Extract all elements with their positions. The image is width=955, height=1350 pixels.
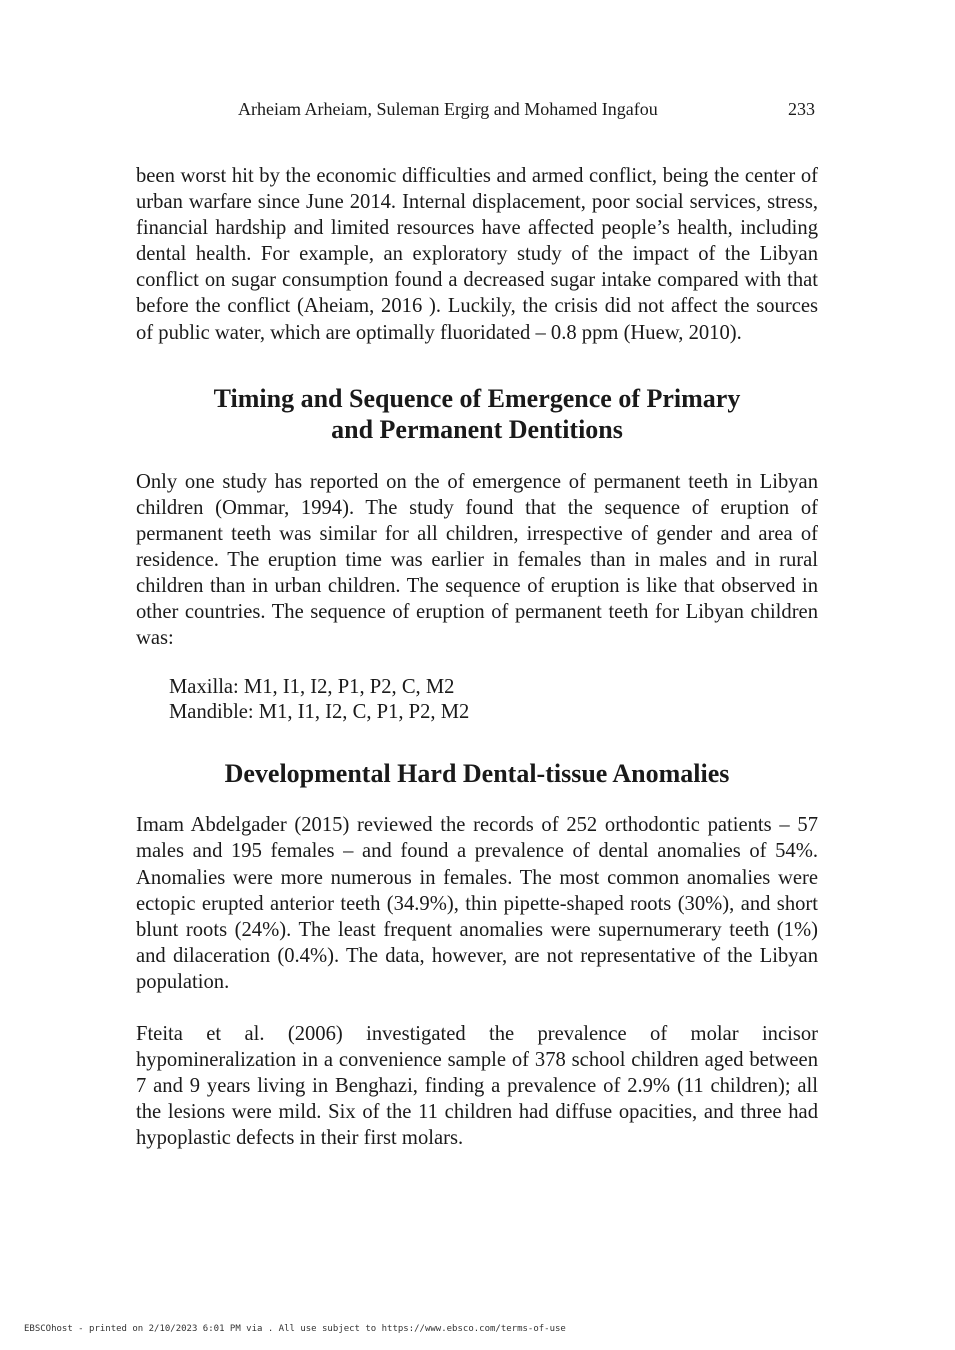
section-heading-timing (136, 383, 818, 445)
eruption-sequence-mandible: Mandible: M1, I1, I2, C, P1, P2, M2 (169, 701, 470, 724)
section-heading-timing-line2: and Permanent Dentitions (331, 414, 623, 444)
paragraph-intro: been worst hit by the economic difficulties and armed conflict, being the center of urban warfare since June 2014. Internal displacement, poor social services, stress, financial hardship and limited resources have affected people’s health, including dental health. For example, an exploratory study of the impact of the Libyan conflict on sugar consumption found a decreased sugar intake compared with that before the conflict (Aheiam, 2016 ). Luckily, the crisis did not affect the sources of public water, which are optimally fluoridated – 0.8 ppm (Huew, 2010). (136, 165, 818, 344)
paragraph-anomalies: Imam Abdelgader (2015) reviewed the records of 252 orthodontic patients – 57 males and 195 females – and found a prevalence of dental anomalies of 54%. Anomalies were more numerous in females. The most common anomalies were ectopic erupted anterior teeth (34.9%), thin pipette-shaped roots (30%), and short blunt roots (24%). The least frequent anomalies were supernumerary teeth (1%) and dilaceration (0.4%). The data, however, are not representative of the Libyan population. (136, 814, 818, 993)
paragraph-mih: Fteita et al. (2006) investigated the prevalence of molar incisor hypomineralization in a convenience sample of 378 school children aged between 7 and 9 years living in Benghazi, finding a prevalence of 2.9% (11 children); all the lesions were mild. Six of the 11 children had diffuse opacities, and three had hypoplastic defects in their first molars. (136, 1022, 818, 1150)
footer-print-note: EBSCOhost - printed on 2/10/2023 6:01 PM via . All use subject to https://www.ebsco.com/terms-of-use (24, 1324, 566, 1334)
running-head (0, 97, 955, 121)
section-heading-timing-line1: Timing and Sequence of Emergence of Primary (213, 383, 741, 413)
page-body (136, 163, 818, 1151)
running-head-authors: Arheiam Arheiam, Suleman Ergirg and Mohamed Ingafou (238, 99, 658, 119)
paragraph-emergence: Only one study has reported on the of emergence of permanent teeth in Libyan children (Ommar, 1994). The study found that the sequence of eruption of permanent teeth was similar for all children, irrespective of gender and area of residence. The eruption time was earlier in females than in males and in rural children than in urban children. The sequence of eruption is like that observed in other countries. The sequence of eruption of permanent teeth for Libyan children was: (136, 470, 818, 650)
eruption-sequence-list (169, 675, 818, 725)
section-heading-anomalies: Developmental Hard Dental-tissue Anomalies (224, 759, 730, 789)
page-number: 233 (788, 99, 815, 119)
eruption-sequence-maxilla: Maxilla: M1, I1, I2, P1, P2, C, M2 (169, 676, 455, 699)
